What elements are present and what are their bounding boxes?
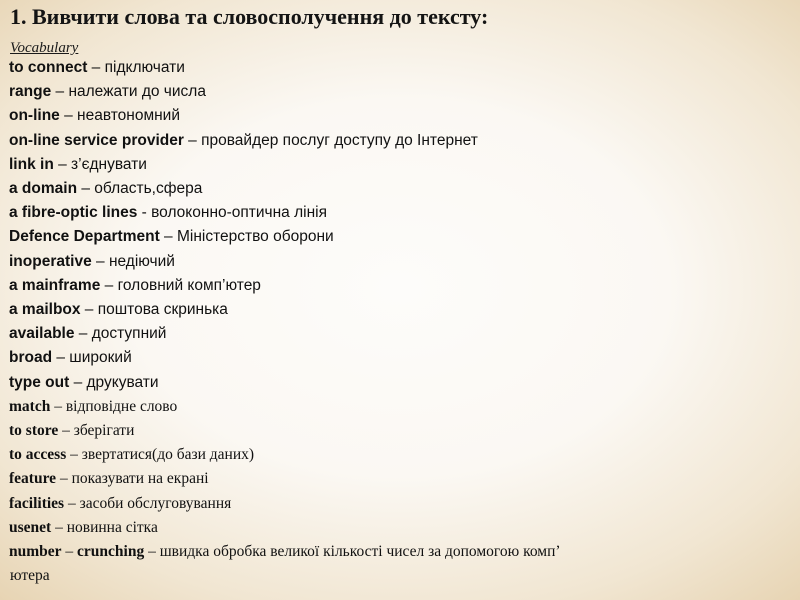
separator: – [58,422,74,439]
vocab-term: available [9,325,75,343]
vocab-entry [9,107,180,125]
vocab-entry [9,180,202,198]
separator: – [53,155,72,173]
vocab-definition: область,сфера [94,180,203,197]
separator: – [69,373,87,391]
vocab-definition: показувати на екрані [71,470,209,488]
vocab-definition: Міністерство оборони [176,228,334,246]
vocab-entry [9,59,185,77]
separator: – [64,494,80,512]
vocab-entry [9,495,231,513]
vocab-definition: з’єднувати [71,155,147,173]
vocab-term: to connect [9,59,88,76]
vocab-term: on-line service provider [9,131,184,149]
vocab-term: usenet [9,518,52,536]
vocab-entry [9,83,206,101]
vocab-definition: друкувати [86,373,159,391]
vocab-term: Defence Department [9,228,160,246]
vocab-definition: поштова скринька [97,301,228,318]
vocab-term: to store [9,422,59,439]
vocab-term: to access [9,446,67,464]
vocab-definition: належати до числа [68,83,206,101]
separator: – [51,83,69,101]
vocab-entry [9,301,228,319]
separator: – [91,252,109,270]
vocab-entry [9,543,561,561]
vocab-term: a mainframe [9,276,101,294]
vocab-definition: відповідне слово [65,397,178,415]
separator: – [183,131,202,149]
slide-title: 1. Вивчити слова та словосполучення до тексту: [10,4,489,29]
vocab-term: inoperative [9,252,92,270]
vocab-definition: головний комп’ютер [117,276,261,294]
separator: – [59,107,78,125]
separator: – [56,470,72,488]
vocab-entry [9,325,166,343]
separator: – [51,518,67,536]
vocab-term: range [9,83,52,101]
vocab-entry [9,374,159,392]
vocab-term: feature [9,470,57,488]
separator: – [77,180,95,197]
vocab-term: broad [9,349,53,367]
vocab-definition: новинна сітка [66,518,158,536]
vocab-definition: неавтономний [77,107,180,125]
vocab-entry [9,398,177,416]
separator: – [87,59,105,76]
vocab-entry [9,446,254,464]
vocab-definition: швидка обробка великої кількості чисел за допомогою комп’ [159,543,561,560]
separator: – [159,228,177,246]
vocab-entry [9,519,158,537]
vocab-definition: недіючий [108,252,175,270]
vocab-term: a fibre-optic lines [9,204,138,222]
definition-continuation: ютера [10,567,50,585]
separator: – [50,397,66,415]
vocab-term: type out [9,373,70,391]
separator: – [80,301,98,318]
vocab-definition: засоби обслуговування [79,494,232,512]
separator: - [137,204,152,222]
vocab-definition: волоконно-оптична лінія [151,204,327,222]
vocab-definition: провайдер послуг доступу до Інтернет [201,131,478,149]
separator: – [66,446,82,464]
separator: – [52,349,70,367]
vocab-term: on-line [9,107,60,125]
vocab-term: link in [9,155,54,173]
vocab-entry [9,132,478,150]
vocab-entry [9,349,132,367]
vocab-entry [9,470,209,488]
vocab-term: a domain [9,180,78,197]
vocab-entry [9,253,175,271]
vocab-definition: зберігати [73,422,135,439]
separator: – [74,325,92,343]
vocab-term-2: crunching [77,543,145,560]
vocab-term: facilities [9,494,65,512]
vocab-term: a mailbox [9,301,81,318]
separator: – [61,543,78,560]
vocabulary-subtitle: Vocabulary [10,40,79,56]
separator: – [100,276,118,294]
vocab-entry [9,156,147,174]
vocab-entry [9,277,261,295]
vocab-term: number [9,543,62,560]
vocab-entry [9,228,334,246]
vocab-definition: підключати [104,59,185,76]
vocab-entry [9,204,327,222]
vocab-term: match [9,397,51,415]
vocab-entry [9,422,134,440]
separator: – [144,543,160,560]
vocab-definition: широкий [69,349,132,367]
vocab-definition: доступний [91,325,167,343]
vocab-definition: звертатися(до бази даних) [81,446,255,464]
